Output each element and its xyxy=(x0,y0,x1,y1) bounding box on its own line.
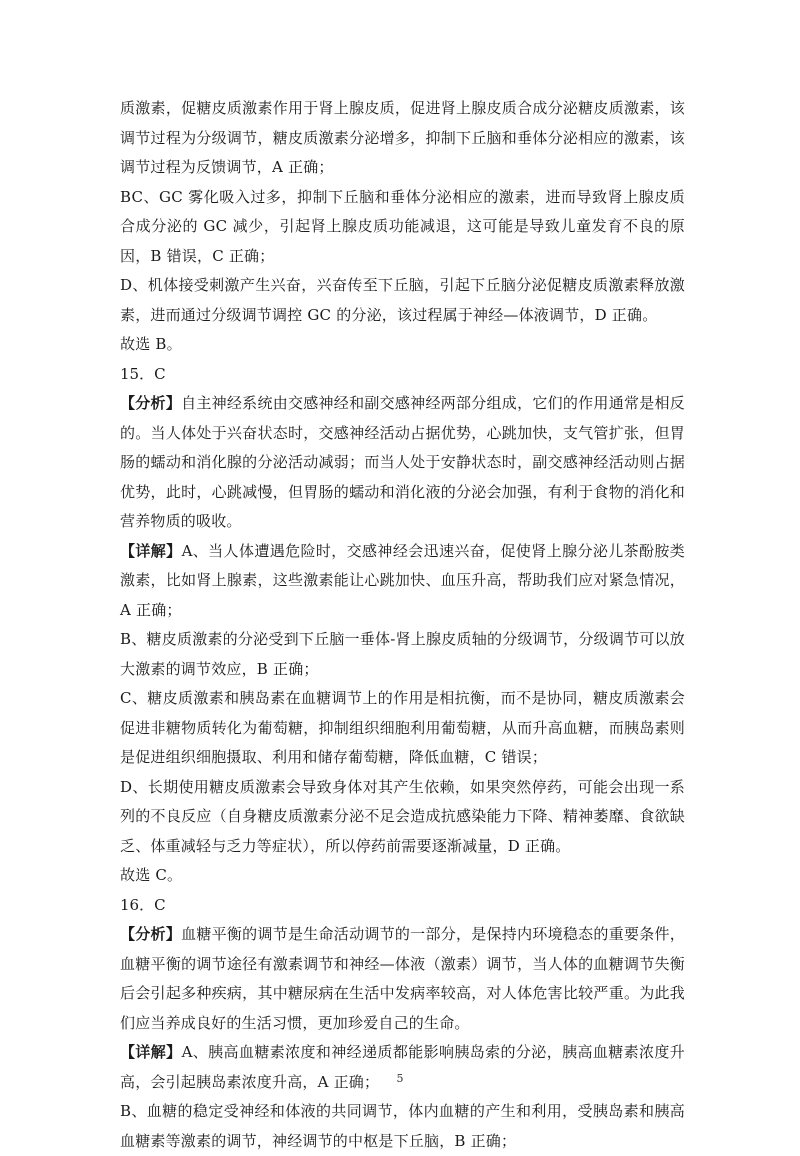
explanation-paragraph xyxy=(120,537,685,626)
explanation-text: A、胰高血糖素浓度和神经递质都能影响胰岛索的分泌，胰高血糖素浓度升高，会引起胰岛素浓度升高，A 正确； xyxy=(120,1043,685,1091)
question-number: 16．C xyxy=(120,895,166,914)
explanation-text: A、当人体遭遇危险时，交感神经会迅速兴奋，促使肾上腺分泌儿茶酚胺类激素，比如肾上腺素，这些激素能让心跳加快、血压升高，帮助我们应对紧急情况，A 正确； xyxy=(120,541,685,619)
paragraph: C、糖皮质激素和胰岛素在血糖调节上的作用是相抗衡，而不是协同，糖皮质激素会促进非糖物质转化为葡萄糖，抑制组织细胞利用葡萄糖，从而升高血糖，而胰岛素则是促进组织细胞摄取、利用和储存葡萄糖，降低血糖，C 错误； xyxy=(120,689,685,766)
question-number: 15．C xyxy=(120,364,166,383)
page-number: 5 xyxy=(396,1072,404,1085)
analysis-text: 血糖平衡的调节是生命活动调节的一部分，是保持内环境稳态的重要条件，血糖平衡的调节途径有激素调节和神经—体液（激素）调节，当人体的血糖调节失衡后会引起多种疾病，其中糖尿病在生活中发病率较高，对人体危害比较严重。为此我们应当养成良好的生活习惯，更加珍爱自己的生命。 xyxy=(120,925,685,1032)
explanation-paragraph xyxy=(120,1038,685,1097)
analysis-paragraph xyxy=(120,920,685,1038)
analysis-tag: 【分析】 xyxy=(120,925,182,943)
analysis-tag: 【分析】 xyxy=(120,394,182,412)
paragraph: BC、GC 雾化吸入过多，抑制下丘脑和垂体分泌相应的激素，进而导致肾上腺皮质合成分泌的 GC 减少，引起肾上腺皮质功能减退，这可能是导致儿童发育不良的原因，B 错误，C 正确； xyxy=(120,187,685,265)
explanation-tag: 【详解】 xyxy=(120,541,182,560)
conclusion: 故选 C。 xyxy=(120,866,183,884)
paragraph: B、血糖的稳定受神经和体液的共同调节，体内血糖的产生和利用，受胰岛素和胰高血糖素等激素的调节，神经调节的中枢是下丘脑，B 正确； xyxy=(120,1102,685,1150)
explanation-tag: 【详解】 xyxy=(120,1043,182,1061)
document-body xyxy=(120,94,685,1156)
conclusion: 故选 B。 xyxy=(120,335,182,353)
paragraph: B、糖皮质激素的分泌受到下丘脑一垂体-肾上腺皮质轴的分级调节，分级调节可以放大激素的调节效应，B 正确； xyxy=(120,630,685,678)
paragraph: D、长期使用糖皮质激素会导致身体对其产生依赖，如果突然停药，可能会出现一系列的不良反应（自身糖皮质激素分泌不足会造成抗感染能力下降、精神萎靡、食欲缺乏、体重减轻与乏力等症状），所以停药前需要逐渐减量，D 正确。 xyxy=(120,777,685,855)
paragraph: D、机体接受刺激产生兴奋，兴奋传至下丘脑，引起下丘脑分泌促糖皮质激素释放激素，进而通过分级调节调控 GC 的分泌，该过程属于神经—体液调节，D 正确。 xyxy=(120,276,685,324)
analysis-paragraph xyxy=(120,389,685,537)
analysis-text: 自主神经系统由交感神经和副交感神经两部分组成，它们的作用通常是相反的。当人体处于兴奋状态时，交感神经活动占据优势，心跳加快，支气管扩张，但胃肠的蠕动和消化腺的分泌活动减弱；而当人处于安静状态时，副交感神经活动则占据优势，此时，心跳减慢，但胃肠的蠕动和消化液的分泌会加强，有利于食物的消化和营养物质的吸收。 xyxy=(120,394,685,530)
paragraph: 质激素，促糖皮质激素作用于肾上腺皮质，促进肾上腺皮质合成分泌糖皮质激素，该调节过程为分级调节，糖皮质激素分泌增多，抑制下丘脑和垂体分泌相应的激素，该调节过程为反馈调节，A 正确； xyxy=(120,99,685,176)
